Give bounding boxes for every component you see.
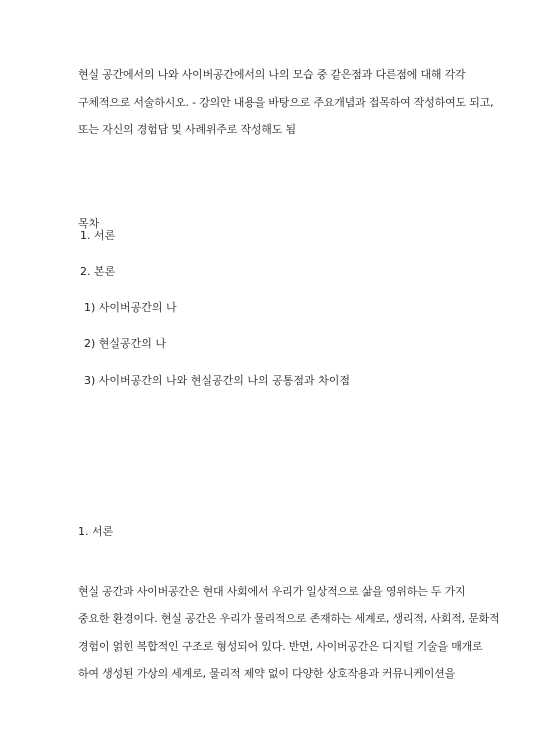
toc-item-intro: 1. 서론: [80, 229, 116, 242]
body-line-1: 현실 공간과 사이버공간은 현대 사회에서 우리가 일상적으로 삶을 영위하는 두 가지: [78, 585, 466, 598]
toc-item-body: 2. 본론: [80, 265, 116, 278]
section-title-intro: 1. 서론: [78, 525, 114, 538]
prompt-line-2: 구체적으로 서술하시오. - 강의안 내용을 바탕으로 주요개념과 접목하여 작성하여도 되고,: [78, 96, 494, 109]
toc-title: 목차: [78, 217, 100, 230]
prompt-line-3: 또는 자신의 경험담 및 사례위주로 작성해도 됨: [78, 123, 296, 136]
body-line-4: 하여 생성된 가상의 세계로, 물리적 제약 없이 다양한 상호작용과 커뮤니케이션을: [78, 667, 456, 680]
prompt-line-1: 현실 공간에서의 나와 사이버공간에서의 나의 모습 중 같은점과 다른점에 대해 각각: [78, 68, 466, 81]
toc-item-cyber-self: 1) 사이버공간의 나: [84, 301, 177, 314]
body-line-3: 경험이 얽힌 복합적인 구조로 형성되어 있다. 반면, 사이버공간은 디지털 기술을 매개로: [78, 640, 483, 653]
body-line-2: 중요한 환경이다. 현실 공간은 우리가 물리적으로 존재하는 세계로, 생리적, 사회적, 문화적: [78, 612, 500, 625]
toc-item-comparison: 3) 사이버공간의 나와 현실공간의 나의 공통점과 차이점: [84, 374, 351, 387]
toc-item-real-self: 2) 현실공간의 나: [84, 337, 167, 350]
